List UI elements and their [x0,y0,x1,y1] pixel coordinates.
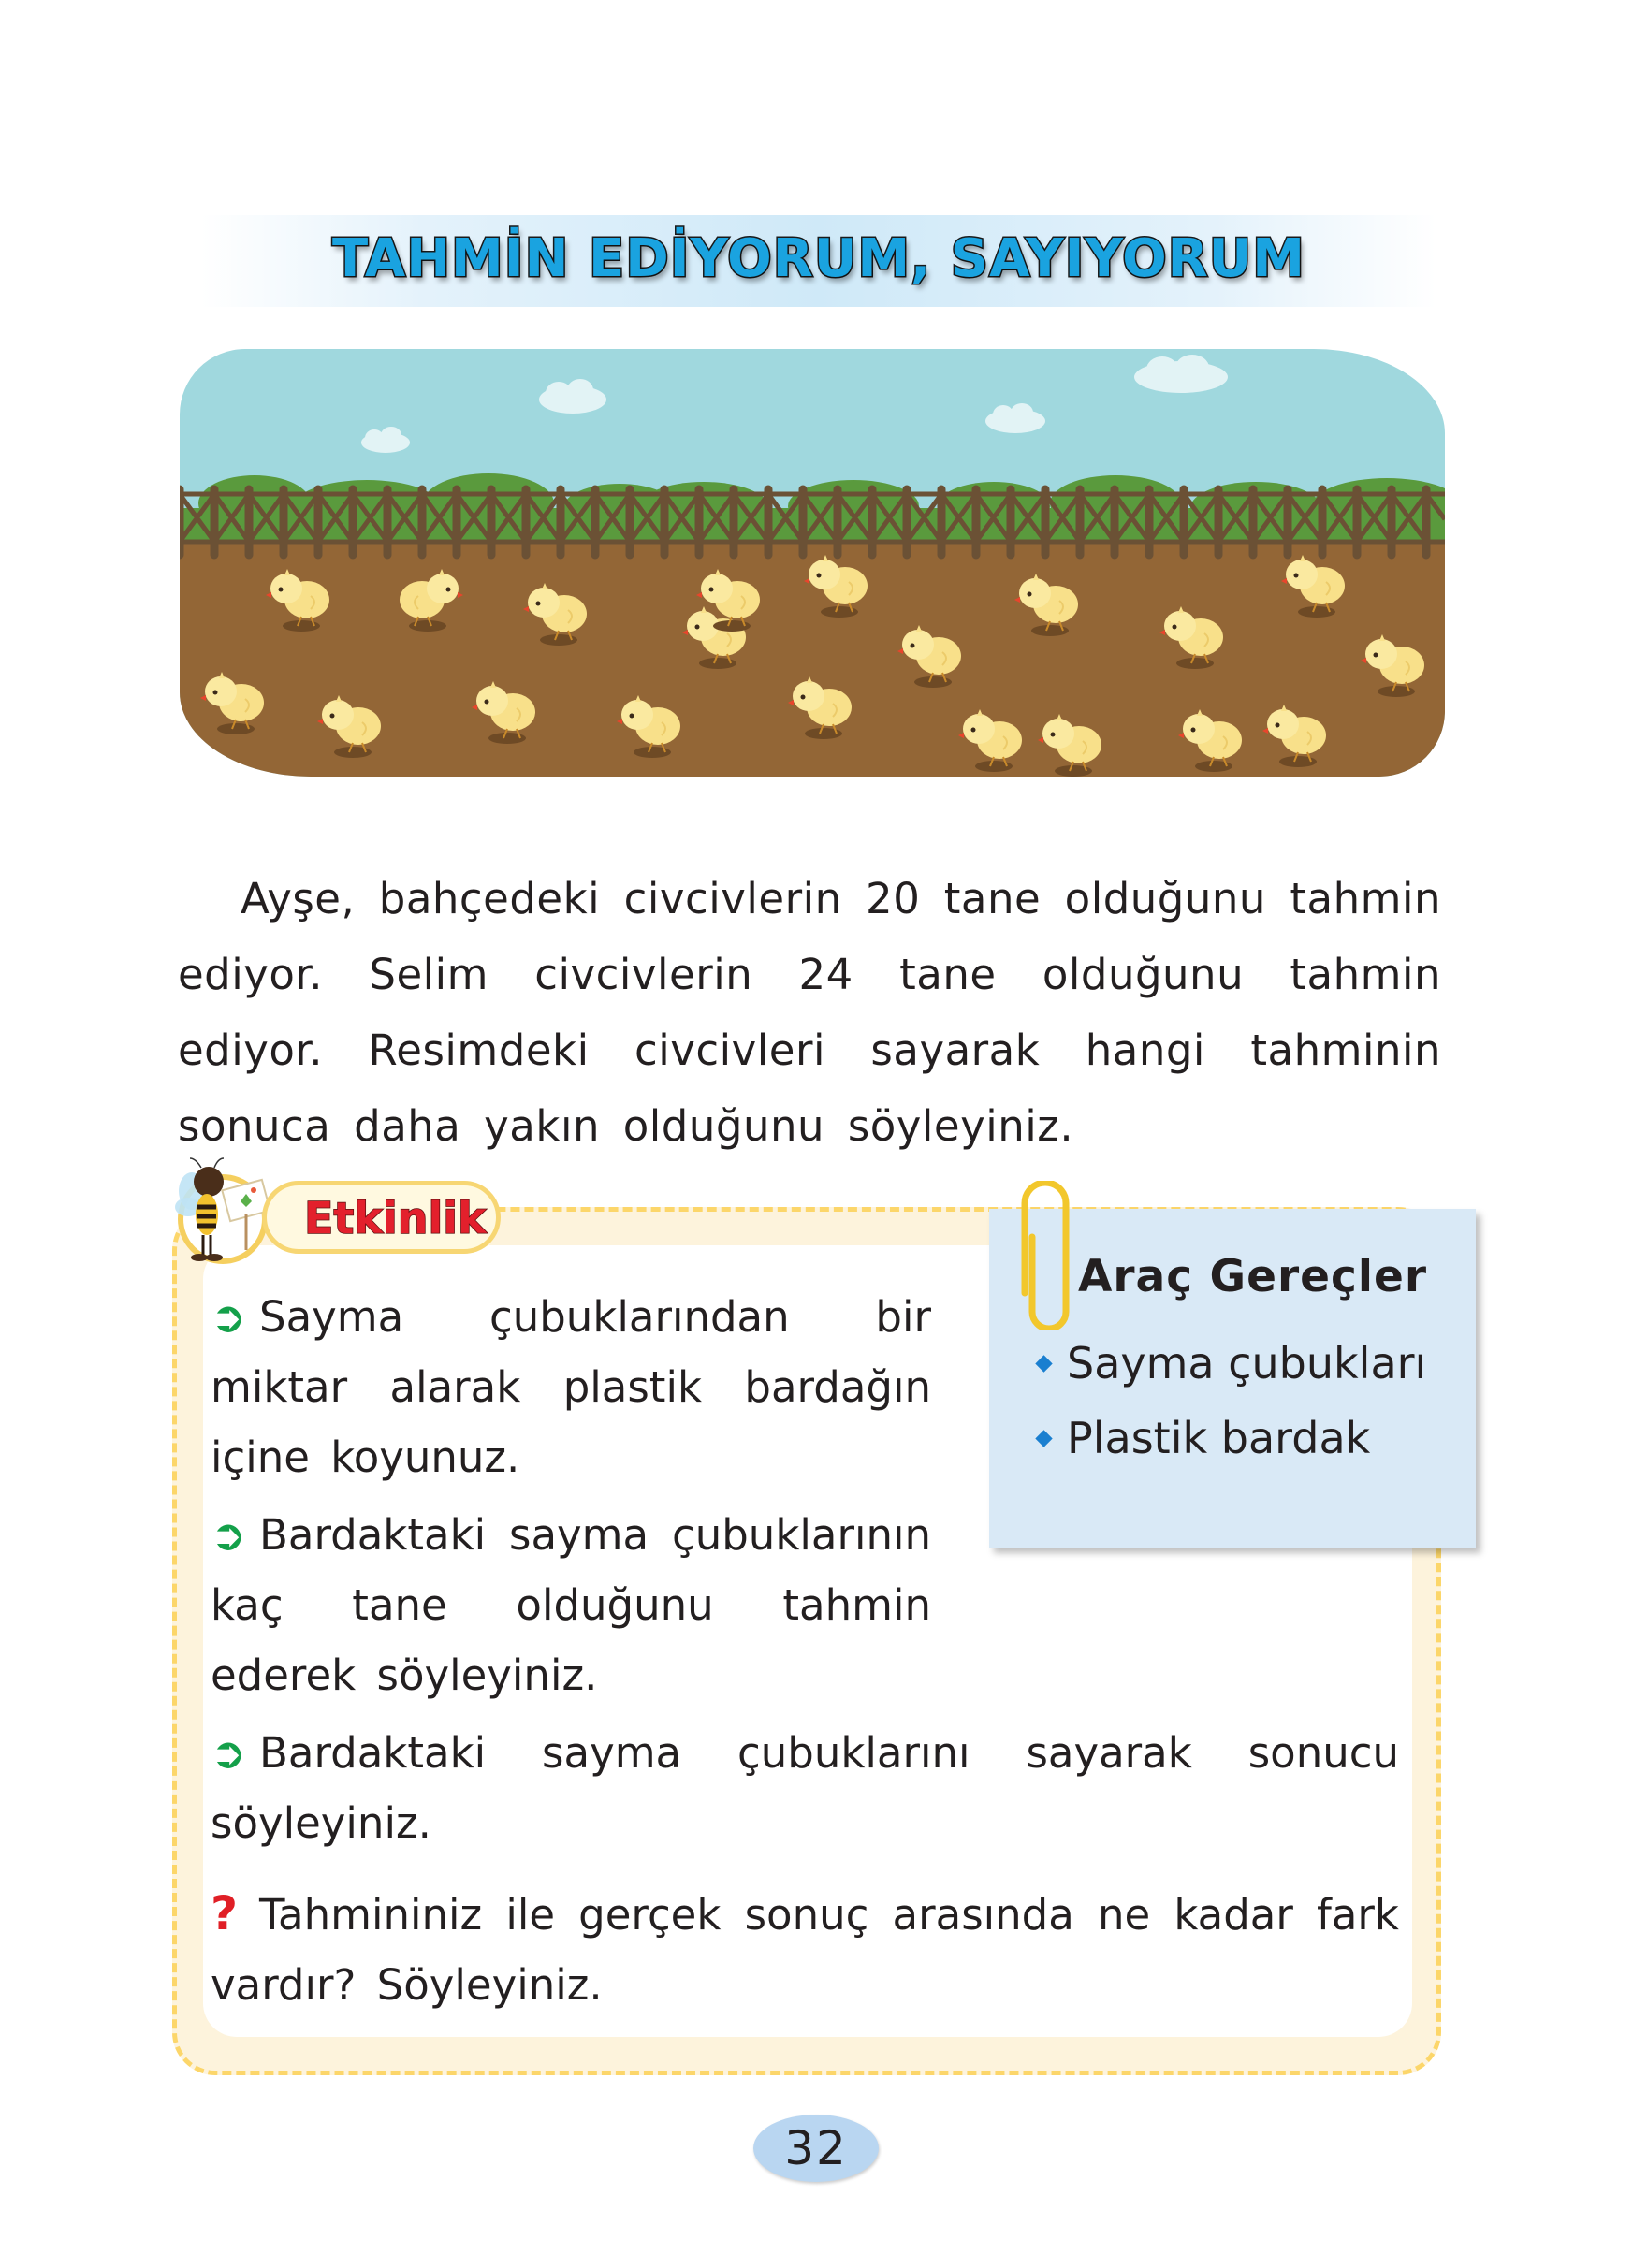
activity-step [211,1718,1399,1858]
materials-list [1038,1326,1426,1476]
title-banner [201,215,1436,307]
page-title: TAHMİN EDİYORUM, SAYIYORUM [332,228,1305,289]
question-icon: ? [211,1886,239,1941]
activity-question [211,1879,1399,2020]
step-text: Bardaktaki sayma çubuklarını sayarak sonucu söyleyiniz. [211,1728,1399,1848]
question-text: Tahmininiz ile gerçek sonuç arasında ne kadar fark vardır? Söyleyiniz. [211,1890,1399,2010]
bee-painter-icon [171,1149,274,1271]
arrow-icon: ➲ [211,1728,246,1778]
materials-item: Plastik bardak [1038,1401,1426,1476]
diamond-bullet-icon [1035,1430,1052,1447]
activity-step [211,1282,931,1492]
activity-step [211,1500,931,1710]
arrow-icon: ➲ [211,1292,246,1342]
intro-paragraph: Ayşe, bahçedeki civcivlerin 20 tane olduğunu tahmin ediyor. Selim civcivlerin 24 tane olduğunu tahmin ediyor. Resimdeki civcivleri sayarak hangi tahminin sonuca daha yakın olduğunu söyleyiniz. [178,874,1441,1151]
step-text: Sayma çubuklarından bir miktar alarak plastik bardağın içine koyunuz. [211,1292,931,1482]
materials-item: Sayma çubukları [1038,1326,1426,1401]
step-text: Bardaktaki sayma çubuklarının kaç tane olduğunu tahmin ederek söyleyiniz. [211,1510,931,1700]
chicks-illustration [180,349,1445,777]
activity-label: Etkinlik [304,1193,487,1243]
arrow-icon: ➲ [211,1510,246,1560]
activity-label-pill [262,1181,501,1254]
paperclip-icon [1015,1181,1073,1330]
diamond-bullet-icon [1035,1355,1052,1372]
page-number: 32 [753,2115,879,2182]
materials-title: Araç Gereçler [1078,1251,1428,1302]
